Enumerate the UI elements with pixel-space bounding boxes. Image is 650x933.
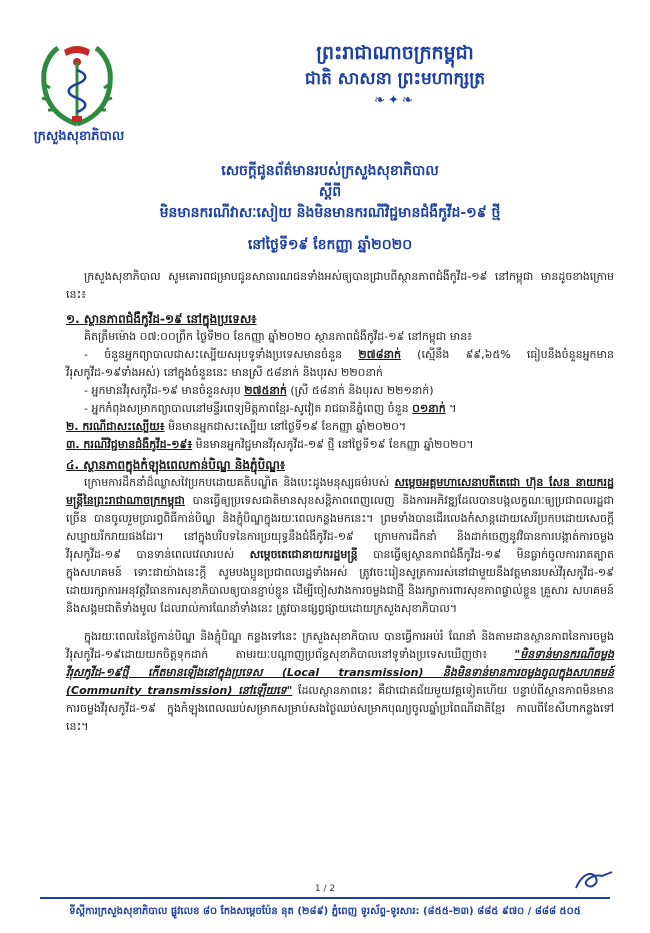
section-1-bullet-recovered [66,346,614,382]
section-4-heading-text: ៤. ស្ថានភាពក្នុងកំឡុងពេលកាន់បិណ្ឌ និងភ្ជុំបិណ្ឌ៖ [66,458,286,472]
section-1-paragraph: គិតត្រឹមម៉ោង ០៧:០០ព្រឹក ថ្ងៃទី២០ ខែកញ្ញា ឆ្នាំ២០២០ ស្ថានភាពជំងឺកូវីដ-១៩ នៅកម្ពុជា មាន៖ [84,330,473,343]
paragraph-text: ដែលស្ថានភាពនេះ គឺជាជោគជ័យមួយវគ្គទៀតហើយ បន្ទាប់ពីស្ថានភាពមិនមានការចម្លងវីរុសកូវីដ-១៩ ក្នុងកំឡុងពេលឈប់សម្រាកសម្រាប់សងថ្ងៃឈប់សម្រាកបុណ្យចូលឆ្នាំប្រពៃណីជាតិខ្មែរ កាលពីខែសីហាកន្លងទៅនេះ។ [66,684,614,733]
paragraph-text: បានធ្វើឲ្យប្រទេសជាតិមានសុខសន្តិភាពពេញលេញ និងការអភិវឌ្ឍដែលបានបង្កលក្ខណៈឲ្យប្រជាពលរដ្ឋជាច្រើន បានចូលរួមប្រារព្ធពិធីកាន់បិណ្ឌ និងភ្ជុំបិណ្ឌក្នុងរយៈពេលកន្លងមកនេះ។ ព្រមទាំងបានដើរលេងកំសាន្តដោយសេរីប្រកបដោយសេចក្តីសប្បាយរីករាយផងដែរ។ នៅក្នុងបរិបទនៃការប្រយុទ្ធនឹងជំងឺកូវីដ-១៩ ក្រោមការដឹកនាំ និងដាក់ចេញនូវវិធានការបង្កាត់ការចម្លងវីរុសកូវីដ-១៩ បានទាន់ពេលវេលារបស់ [66,494,614,561]
footer-address: ទីស្តីការក្រសួងសុខាភិបាល ផ្លូវលេខ ៨០ កែងសម្តេចប៉ែន នុត (២៨៩) ភ្នំពេញ ទូរស័ព្ទ-ទូរសារ: (៨៥៥-២៣) ៨៨៥ ៩៧០ / ៨៨៨ ៥០៥ [69,906,581,917]
about-label: ស្តីពី [318,184,342,200]
section-1-bullet-total [66,382,614,400]
section-2-line [66,418,614,436]
bullet-value: ២៧៨នាក់ [358,348,401,361]
pm-name: សម្តេចអគ្គមហាសេនាបតីតេជោ ហ៊ុន សែន នាយករដ្ឋមន្ត្រីនៃព្រះរាជាណាចក្រកម្ពុជា [66,476,614,507]
national-motto: ជាតិ សាសនា ព្រះមហាក្សត្រ [304,69,486,89]
section-3-line [66,436,614,454]
section-4-paragraph-2 [66,628,614,736]
bullet-text: - អ្នកមានវីរុសកូវីដ-១៩ មានចំនួនសរុប [84,384,245,397]
section-3-label: ៣. ករណីវិជ្ជមានជំងឺកូវីដ-១៩៖ [66,438,193,451]
kingdom-header [200,40,590,110]
bullet-text: - ចំនួនអ្នកព្យាបាលជាសះស្បើយសរុបទូទាំងប្រទេសមានចំនួន [84,348,359,361]
section-1-heading-text: ១. ស្ថានភាពជំងឺកូវីដ-១៩ នៅក្នុងប្រទេស៖ [66,312,257,326]
ministry-name: ក្រសួងសុខាភិបាល [33,129,125,144]
footer-divider [40,897,610,899]
subject-title: មិនមានករណីវាសៈសៀយ និងមិនមានករណីវិជ្ជមានជំងឺកូវីដ-១៩ ថ្មី [159,205,501,221]
section-4-heading [66,456,614,474]
key-finding-quote: "មិនទាន់មានករណីចម្លងវីរុសកូវីដ-១៩ថ្មី កើតមានឡើងនៅក្នុងប្រទេស (Local transmission) និងមិនទាន់មានការចម្លងចូលក្នុងសហគមន៍ (Community transmission) នៅឡើយទេ" [66,648,614,697]
ornament: ❧✦❧ [374,93,416,108]
pm-title: សម្តេចតេជោនាយករដ្ឋមន្ត្រី [249,548,358,561]
section-2-text: មិនមានអ្នកជាសះស្បើយ នៅថ្ងៃទី១៩ ខែកញ្ញា ឆ្នាំ២០២០។ [164,420,407,433]
document-titles [100,160,560,256]
bullet-value: ០១នាក់ [412,402,446,415]
bullet-text: (ស្រី ៥៨នាក់ និងបុរស ២២១នាក់) [286,384,434,397]
bullet-value: ២៧៥នាក់ [244,384,287,397]
bullet-text: ។ [445,402,457,415]
press-release-title: សេចក្តីជូនព័ត៌មានរបស់ក្រសួងសុខាភិបាល [221,163,439,179]
document-body [66,268,614,736]
bullet-text: (ស្មើនឹង ៩៩,៦៥% ធៀបនឹងចំនួនអ្នកមានវីរុសកូវីដ-១៩ទាំងអស់) នៅក្នុងចំនួននេះ មានស្រី ៥៨នាក់ និងបុរស ២២០នាក់ [66,348,614,379]
bullet-text: - អ្នកកំពុងសម្រាកព្យាបាលនៅមន្ទីរពេទ្យមិត្តភាពខ្មែរ-សូវៀត រាជធានីភ្នំពេញ ចំនួន [84,402,413,415]
date-title: នៅថ្ងៃទី១៩ ខែកញ្ញា ឆ្នាំ២០២០ [247,237,413,253]
section-4-paragraph-1 [66,474,614,618]
paragraph-text: បានធ្វើឲ្យស្ថានភាពជំងឺកូវីដ-១៩ មិនធ្លាក់ចូលការរាតត្បាតក្នុងសហគមន៍ ទោះជាយ៉ាងនេះក្តី សូមបងប្អូនប្រជាពលរដ្ឋទាំងអស់ ត្រូវចេះរៀនសូត្រការរស់នៅជាមួយនឹងវត្តមានរបស់វីរុសកូវីដ-១៩ ដោយរក្សាការអនុវត្តវិធានការសុខាភិបាលឲ្យបានខ្ជាប់ខ្ជួន ដើម្បីចៀសវាងការចម្លងជាថ្មី និងរក្សាការពារសុខភាពផ្ទាល់ខ្លួន គ្រួសារ សហគមន៍ និងសង្គមជាតិទាំងមូល ដែលរាល់ការណែនាំទាំងនេះ ត្រូវបានផ្សព្វផ្សាយដោយក្រសួងសុខាភិបាល។ [66,548,614,615]
intro-paragraph: ក្រសួងសុខាភិបាល សូមគោរពជម្រាបជូនសាធារណជនទាំងអស់ឲ្យបានជ្រាបពីស្ថានភាពជំងឺកូវីដ-១៩ នៅកម្ពុជា មានដូចខាងក្រោមនេះ៖ [66,270,614,301]
section-2-label: ២. ករណីជាសះស្បើយ៖ [66,420,165,433]
paragraph-text: ក្នុងរយៈពេលនៃថ្ងៃកាន់បិណ្ឌ និងភ្ជុំបិណ្ឌ កន្លងទៅនេះ ក្រសួងសុខាភិបាល បានធ្វើការអប់រំ ណែនាំ និងតាមដានស្ថានភាពនៃការចម្លងវីរុសកូវីដ-១៩ដោយយកចិត្តទុកដាក់ តាមរយៈបណ្តាញប្រព័ន្ធសុខាភិបាលនៅទូទាំងប្រទេសឃើញថា៖ [66,630,614,661]
section-3-text: មិនមានអ្នកវិជ្ជមានវីរុសកូវីដ-១៩ ថ្មី នៅថ្ងៃទី១៩ ខែកញ្ញា ឆ្នាំ២០២០។ [192,438,474,451]
ministry-emblem-icon [36,40,118,128]
paragraph-text: ក្រោមការដឹកនាំដ៏ឈ្លាសវៃប្រកបដោយគតិបណ្ឌិត និងបេះដូងមនុស្សធម៌របស់ [84,476,395,489]
kingdom-title: ព្រះរាជាណាចក្រកម្ពុជា [316,42,474,64]
section-1-heading [66,310,614,328]
page-number: 1 / 2 [314,884,336,894]
section-1-bullet-treatment [66,400,614,418]
